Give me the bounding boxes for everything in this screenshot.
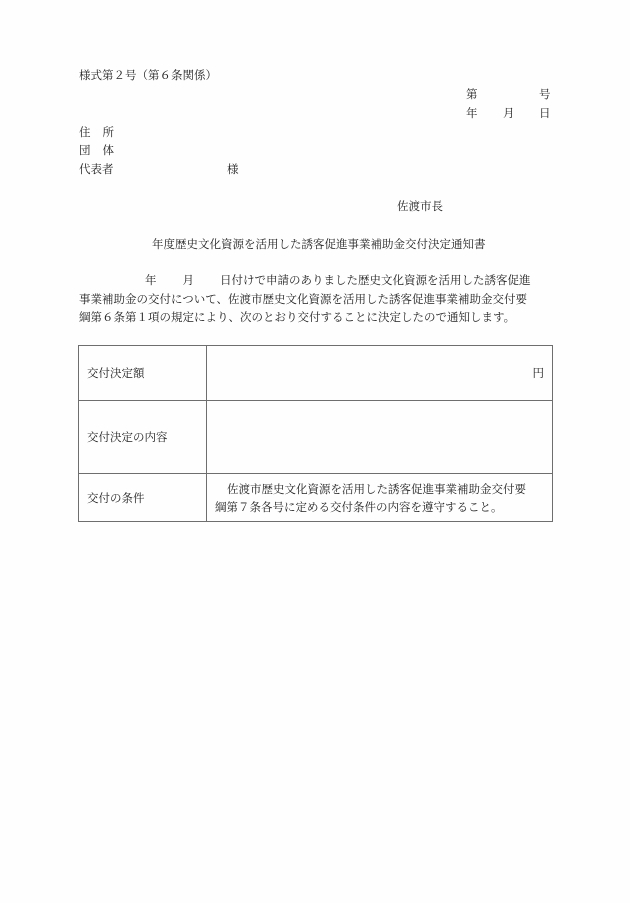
body-line-2: 事業補助金の交付について、佐渡市歴史文化資源を活用した誘客促進事業補助金交付要 [79,292,528,306]
address-label-char-1: 住 [79,125,91,139]
group-label [79,143,114,157]
date-year-label: 年 [466,106,478,120]
body-line-3: 綱第６条第１項の規定により、次のとおり交付することに決定したので通知します。 [79,310,516,324]
form-number: 様式第２号（第６条関係） [79,68,217,82]
body-line-1 [145,273,531,287]
grant-content-label: 交付決定の内容 [79,401,207,474]
representative-label: 代表者 [79,162,114,176]
body-line-1-text: 日付けで申請のありました歴史文化資源を活用した誘客促進 [220,273,531,287]
grant-conditions-value [207,474,553,522]
grant-amount-value: 円 [207,346,553,401]
grant-amount-label: 交付決定額 [79,346,207,401]
address-label [79,125,114,139]
group-label-char-2: 体 [102,143,114,157]
conditions-line-1 [215,480,544,498]
issuer-name: 佐渡市長 [397,199,443,213]
honorific: 様 [227,162,239,176]
document-title: 年度歴史文化資源を活用した誘客促進事業補助金交付決定通知書 [152,237,486,251]
date-month-label: 月 [503,106,515,120]
table-row [79,401,553,474]
date-day-label: 日 [539,106,551,120]
body-year-label: 年 [145,273,157,287]
address-label-char-2: 所 [102,125,114,139]
conditions-line-2: 綱第７条各号に定める交付条件の内容を遵守すること。 [215,499,503,514]
table-row [79,346,553,401]
grant-decision-table [78,345,553,522]
doc-number-prefix: 第 [466,87,478,101]
group-label-char-1: 団 [79,143,91,157]
table-row [79,474,553,522]
body-month-label: 月 [182,273,194,287]
grant-content-value [207,401,553,474]
doc-number-suffix: 号 [539,87,551,101]
conditions-line-1-text: 佐渡市歴史文化資源を活用した誘客促進事業補助金交付要 [227,481,526,496]
grant-conditions-label: 交付の条件 [79,474,207,522]
